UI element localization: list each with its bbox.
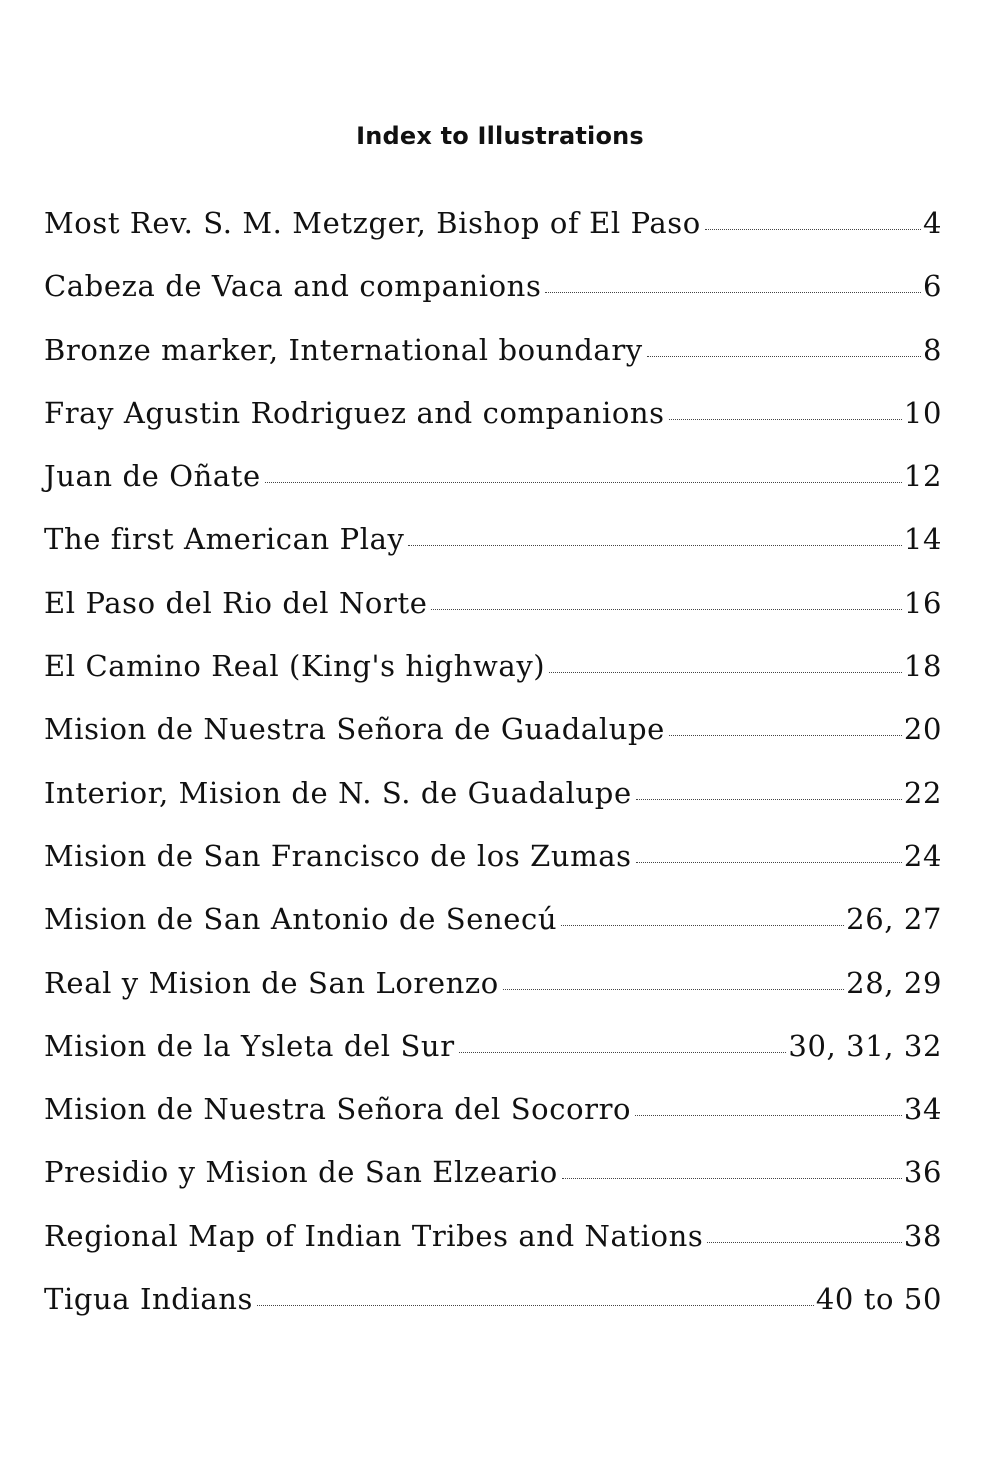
- entry-label: Tigua Indians: [44, 1282, 253, 1317]
- dot-leader: [635, 1114, 902, 1116]
- index-entry: [44, 1155, 942, 1218]
- entry-page-number: 12: [903, 459, 942, 494]
- index-entry: [44, 1282, 942, 1345]
- dot-leader: [545, 291, 921, 293]
- entry-page-number: 38: [903, 1218, 942, 1253]
- dot-leader: [636, 798, 902, 800]
- entry-label: Mision de la Ysleta del Sur: [44, 1028, 455, 1063]
- entry-page-number: 28, 29: [846, 965, 942, 1000]
- index-entry: [44, 839, 942, 902]
- entry-label: Regional Map of Indian Tribes and Nations: [44, 1218, 704, 1253]
- dot-leader: [549, 671, 902, 673]
- entry-label: The first American Play: [44, 522, 405, 557]
- entry-label: Cabeza de Vaca and companions: [44, 269, 542, 304]
- entry-label: Most Rev. S. M. Metzger, Bishop of El Paso: [44, 206, 701, 240]
- index-entry: [44, 1219, 942, 1282]
- index-entry: [44, 712, 942, 775]
- entry-label: Real y Mision de San Lorenzo: [44, 965, 499, 1000]
- entry-page-number: 40 to 50: [815, 1282, 942, 1317]
- dot-leader: [705, 228, 921, 230]
- index-entry: [44, 522, 942, 585]
- dot-leader: [669, 734, 902, 736]
- entry-label: Mision de San Antonio de Senecú: [44, 902, 558, 937]
- dot-leader: [257, 1304, 814, 1306]
- entry-label: El Paso del Rio del Norte: [44, 585, 428, 620]
- index-entry: [44, 776, 942, 839]
- entry-page-number: 20: [903, 712, 942, 747]
- entry-page-number: 8: [922, 332, 942, 367]
- entry-label: Presidio y Mision de San Elzeario: [44, 1155, 558, 1190]
- entry-label: Juan de Oñate: [44, 459, 261, 494]
- dot-leader: [636, 861, 902, 863]
- illustration-index: [44, 206, 942, 1345]
- index-entry: [44, 902, 942, 965]
- dot-leader: [431, 608, 901, 610]
- entry-page-number: 36: [903, 1155, 942, 1190]
- dot-leader: [561, 924, 844, 926]
- index-entry: [44, 649, 942, 712]
- entry-page-number: 24: [903, 838, 942, 873]
- index-entry: [44, 269, 942, 332]
- dot-leader: [459, 1051, 787, 1053]
- index-entry: [44, 333, 942, 396]
- entry-page-number: 10: [903, 395, 942, 430]
- dot-leader: [562, 1177, 902, 1179]
- entry-page-number: 26, 27: [846, 902, 942, 937]
- dot-leader: [707, 1241, 902, 1243]
- entry-label: Mision de Nuestra Señora del Socorro: [44, 1092, 632, 1127]
- dot-leader: [408, 544, 901, 546]
- entry-page-number: 34: [903, 1092, 942, 1127]
- page-title: Index to Illustrations: [356, 122, 644, 150]
- entry-label: Mision de San Francisco de los Zumas: [44, 838, 632, 873]
- dot-leader: [669, 418, 902, 420]
- index-entry: [44, 1092, 942, 1155]
- entry-label: Bronze marker, International boundary: [44, 332, 643, 367]
- dot-leader: [647, 355, 921, 357]
- entry-label: Fray Agustin Rodriguez and companions: [44, 395, 665, 430]
- entry-page-number: 6: [922, 269, 942, 304]
- entry-page-number: 14: [903, 522, 942, 557]
- entry-label: El Camino Real (King's highway): [44, 649, 546, 684]
- entry-page-number: 30, 31, 32: [788, 1028, 942, 1063]
- entry-page-number: 16: [903, 585, 942, 620]
- index-entry: [44, 396, 942, 459]
- dot-leader: [265, 481, 902, 483]
- entry-page-number: 4: [922, 206, 942, 240]
- index-entry: [44, 966, 942, 1029]
- dot-leader: [503, 988, 844, 990]
- index-entry: [44, 1029, 942, 1092]
- entry-page-number: 18: [903, 649, 942, 684]
- index-entry: [44, 206, 942, 269]
- entry-label: Mision de Nuestra Señora de Guadalupe: [44, 712, 665, 747]
- entry-label: Interior, Mision de N. S. de Guadalupe: [44, 775, 632, 810]
- entry-page-number: 22: [903, 775, 942, 810]
- index-entry: [44, 459, 942, 522]
- index-entry: [44, 586, 942, 649]
